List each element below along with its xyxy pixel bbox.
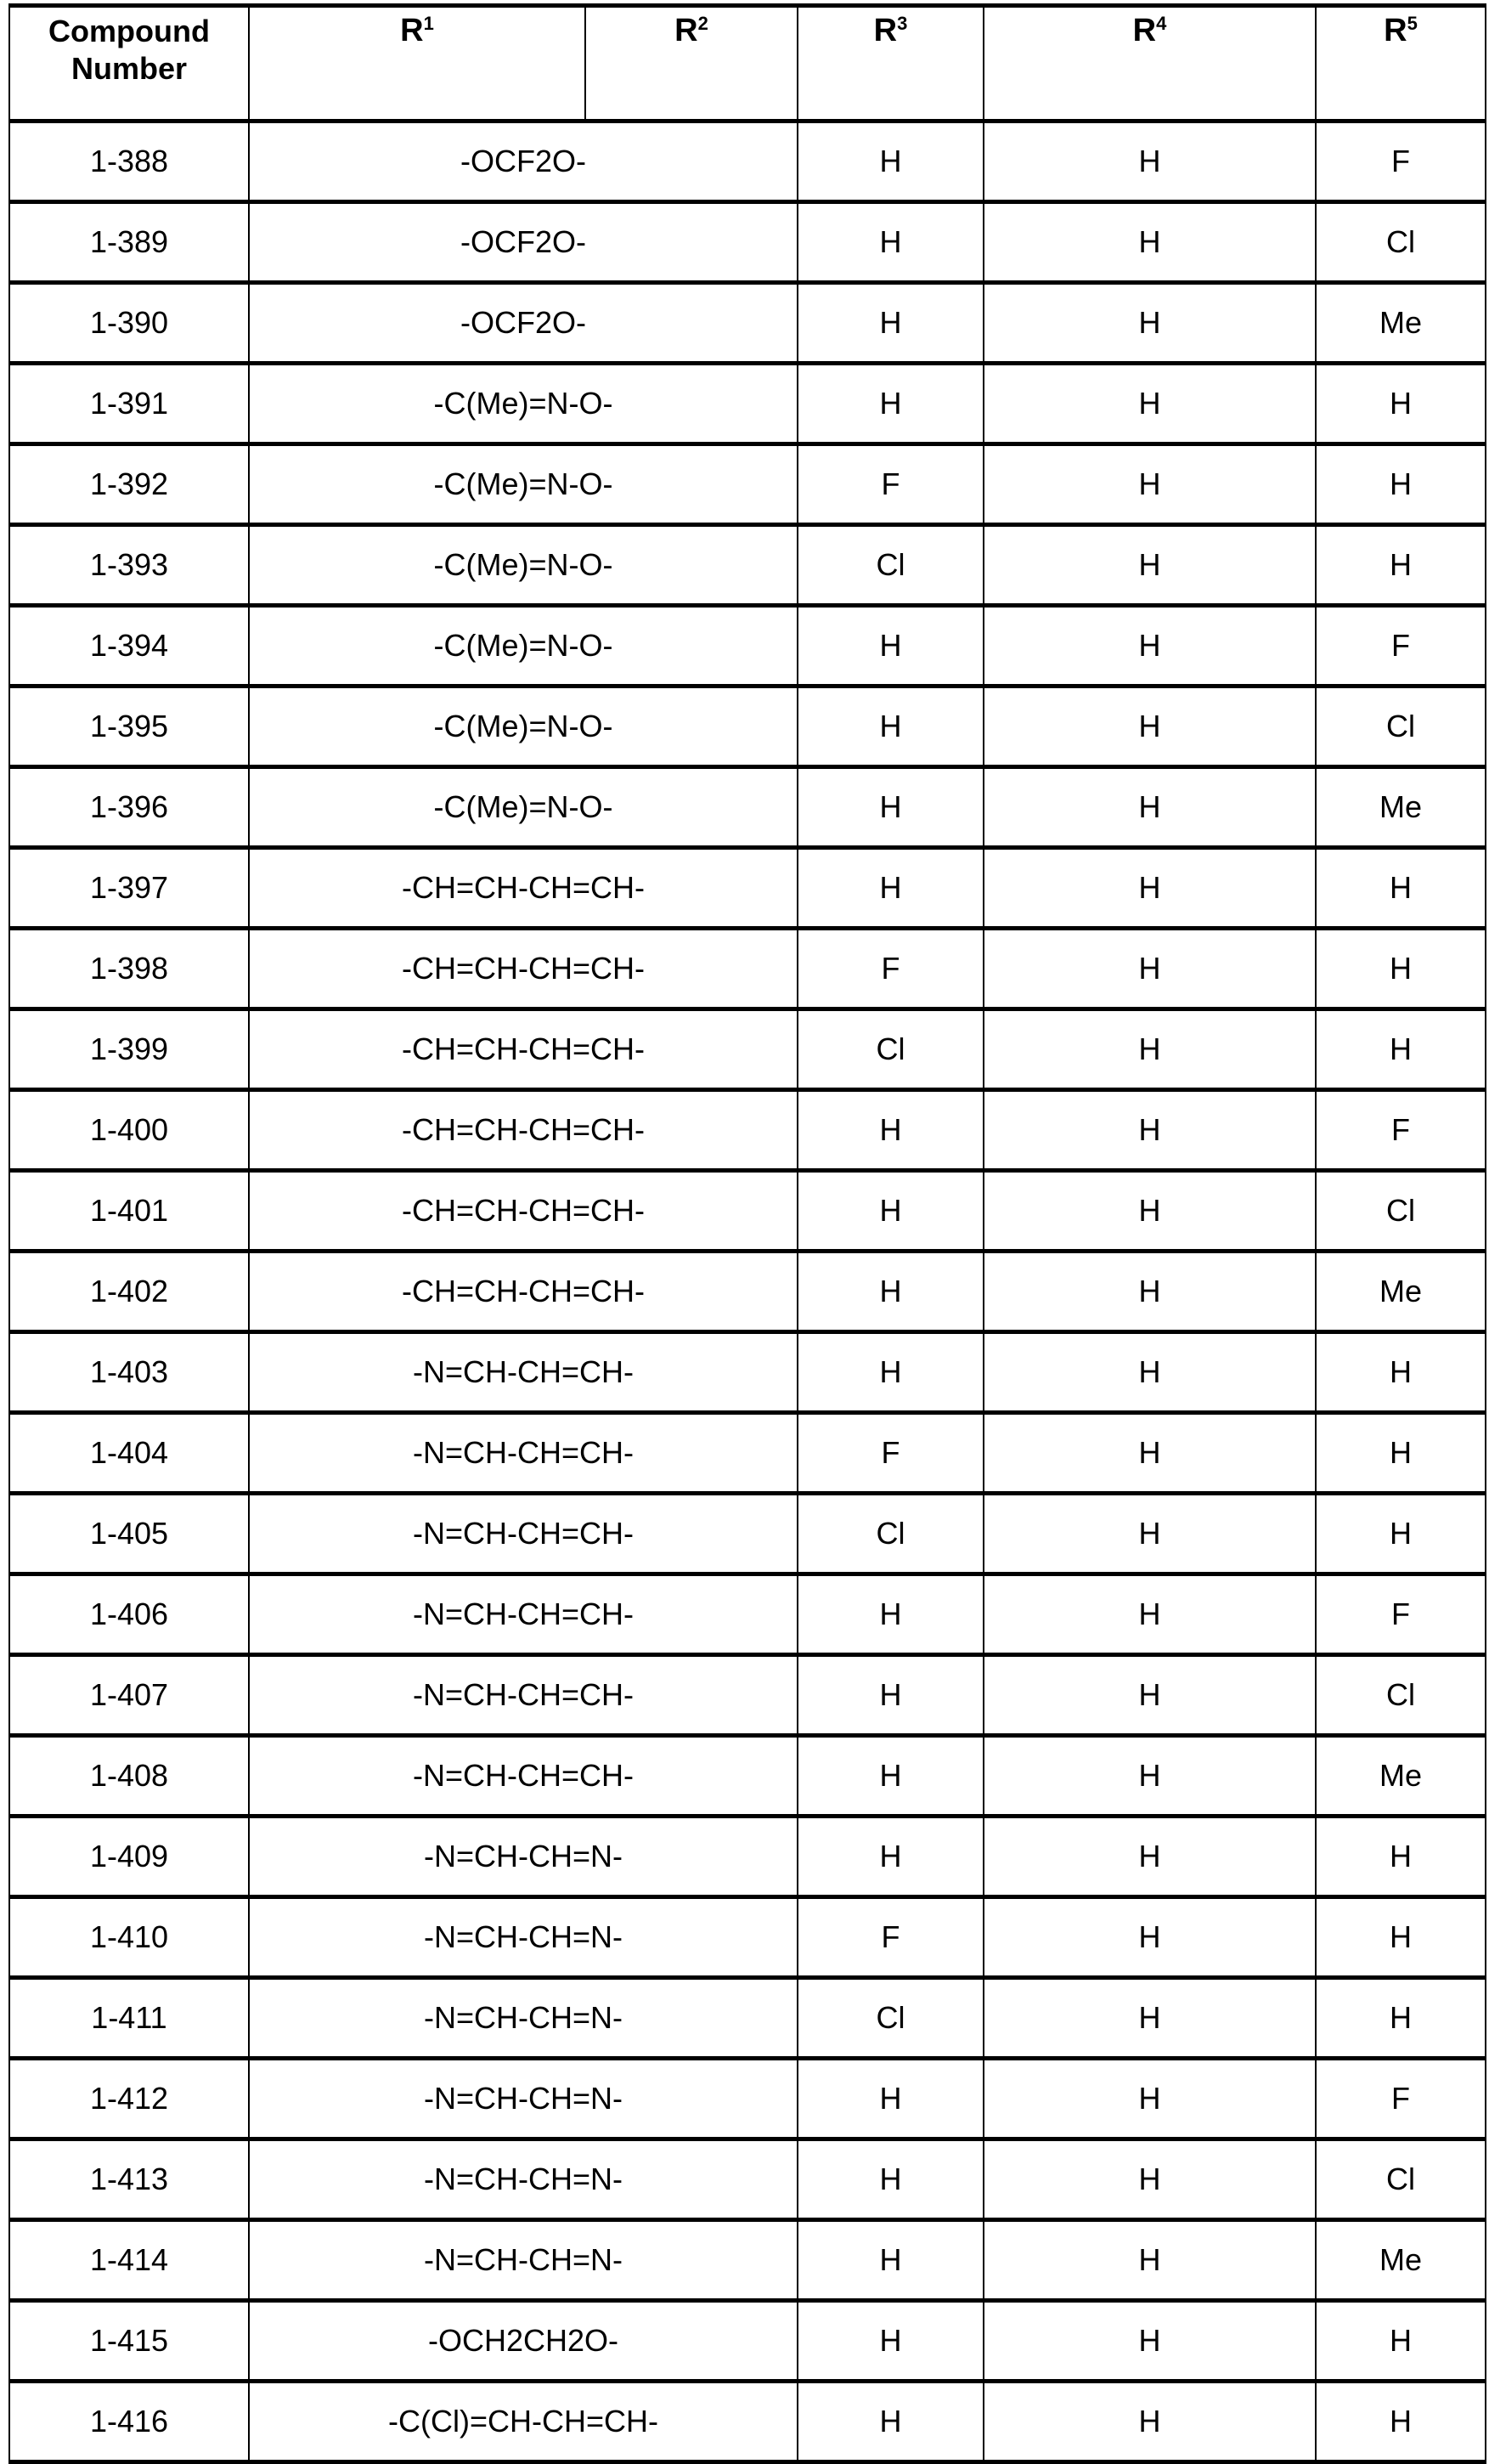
cell-compound-number: 1-400: [9, 1090, 249, 1171]
cell-r1-r2: -N=CH-CH=N-: [249, 1897, 798, 1978]
cell-r4: H: [984, 444, 1316, 525]
table-row: [9, 848, 1486, 929]
table-row: [9, 1574, 1486, 1655]
cell-r1-r2: -CH=CH-CH=CH-: [249, 1252, 798, 1332]
cell-r1-r2: -OCF2O-: [249, 202, 798, 283]
cell-r4: H: [984, 525, 1316, 606]
cell-r5: H: [1316, 2301, 1486, 2382]
table-row: [9, 1090, 1486, 1171]
cell-compound-number: 1-389: [9, 202, 249, 283]
cell-compound-number: 1-409: [9, 1817, 249, 1897]
cell-r5: H: [1316, 444, 1486, 525]
cell-r1-r2: -N=CH-CH=N-: [249, 2220, 798, 2301]
cell-r5: Cl: [1316, 687, 1486, 767]
cell-r1-r2: -C(Me)=N-O-: [249, 364, 798, 444]
cell-r5: H: [1316, 1332, 1486, 1413]
table-row: [9, 1171, 1486, 1252]
cell-r1-r2: -C(Me)=N-O-: [249, 687, 798, 767]
cell-compound-number: 1-406: [9, 1574, 249, 1655]
cell-r5: Me: [1316, 283, 1486, 364]
cell-r1-r2: -C(Me)=N-O-: [249, 525, 798, 606]
cell-r1-r2: -CH=CH-CH=CH-: [249, 1171, 798, 1252]
cell-compound-number: 1-402: [9, 1252, 249, 1332]
cell-r3: Cl: [798, 1494, 984, 1574]
cell-compound-number: 1-401: [9, 1171, 249, 1252]
cell-compound-number: 1-388: [9, 122, 249, 202]
table-row: [9, 1009, 1486, 1090]
cell-r3: F: [798, 1897, 984, 1978]
cell-r5: H: [1316, 1897, 1486, 1978]
cell-r1-r2: -CH=CH-CH=CH-: [249, 929, 798, 1009]
cell-r3: H: [798, 283, 984, 364]
cell-r1-r2: -N=CH-CH=N-: [249, 1978, 798, 2059]
cell-compound-number: 1-416: [9, 2382, 249, 2462]
cell-compound-number: 1-411: [9, 1978, 249, 2059]
cell-compound-number: 1-410: [9, 1897, 249, 1978]
cell-r4: H: [984, 1009, 1316, 1090]
table-row: [9, 1413, 1486, 1494]
cell-compound-number: 1-403: [9, 1332, 249, 1413]
cell-r5: H: [1316, 848, 1486, 929]
table-row: [9, 2382, 1486, 2462]
cell-compound-number: 1-407: [9, 1655, 249, 1736]
cell-r3: Cl: [798, 1978, 984, 2059]
header-compound-number: Compound Number: [9, 6, 249, 122]
table-row: [9, 2059, 1486, 2139]
table-row: [9, 1655, 1486, 1736]
cell-r3: H: [798, 1090, 984, 1171]
cell-r3: H: [798, 848, 984, 929]
cell-r1-r2: -N=CH-CH=CH-: [249, 1494, 798, 1574]
cell-r1-r2: -C(Me)=N-O-: [249, 606, 798, 687]
cell-r3: H: [798, 202, 984, 283]
cell-r5: Me: [1316, 1252, 1486, 1332]
cell-r4: H: [984, 2220, 1316, 2301]
cell-compound-number: 1-414: [9, 2220, 249, 2301]
cell-r4: H: [984, 283, 1316, 364]
cell-r3: Cl: [798, 1009, 984, 1090]
cell-r1-r2: -OCF2O-: [249, 283, 798, 364]
cell-compound-number: 1-394: [9, 606, 249, 687]
cell-r3: F: [798, 1413, 984, 1494]
cell-r1-r2: -N=CH-CH=N-: [249, 2059, 798, 2139]
cell-compound-number: 1-391: [9, 364, 249, 444]
table-row: [9, 606, 1486, 687]
cell-r4: H: [984, 1332, 1316, 1413]
cell-r4: H: [984, 1978, 1316, 2059]
cell-r4: H: [984, 606, 1316, 687]
cell-r4: H: [984, 2139, 1316, 2220]
header-r4: R4: [984, 6, 1316, 122]
cell-r5: Cl: [1316, 202, 1486, 283]
cell-r5: Me: [1316, 2220, 1486, 2301]
cell-r5: F: [1316, 122, 1486, 202]
cell-r3: H: [798, 122, 984, 202]
cell-r4: H: [984, 122, 1316, 202]
cell-r1-r2: -N=CH-CH=CH-: [249, 1413, 798, 1494]
cell-compound-number: 1-395: [9, 687, 249, 767]
cell-r1-r2: -OCF2O-: [249, 122, 798, 202]
cell-compound-number: 1-412: [9, 2059, 249, 2139]
cell-r5: Cl: [1316, 1655, 1486, 1736]
cell-r4: H: [984, 929, 1316, 1009]
table-row: [9, 1978, 1486, 2059]
cell-r5: H: [1316, 1009, 1486, 1090]
cell-r4: H: [984, 767, 1316, 848]
cell-r1-r2: -N=CH-CH=CH-: [249, 1736, 798, 1817]
cell-r1-r2: -C(Me)=N-O-: [249, 444, 798, 525]
cell-compound-number: 1-399: [9, 1009, 249, 1090]
cell-compound-number: 1-408: [9, 1736, 249, 1817]
cell-r1-r2: -CH=CH-CH=CH-: [249, 1090, 798, 1171]
table-row: [9, 283, 1486, 364]
cell-r3: H: [798, 687, 984, 767]
table-row: [9, 202, 1486, 283]
cell-r5: F: [1316, 606, 1486, 687]
cell-compound-number: 1-404: [9, 1413, 249, 1494]
table-row: [9, 1494, 1486, 1574]
cell-compound-number: 1-413: [9, 2139, 249, 2220]
cell-r1-r2: -N=CH-CH=N-: [249, 1817, 798, 1897]
cell-r5: F: [1316, 1090, 1486, 1171]
cell-r5: Me: [1316, 767, 1486, 848]
cell-r4: H: [984, 1413, 1316, 1494]
table-row: [9, 1332, 1486, 1413]
header-r3: R3: [798, 6, 984, 122]
cell-r3: H: [798, 606, 984, 687]
table-row: [9, 687, 1486, 767]
header-row: [9, 6, 1486, 122]
cell-compound-number: 1-415: [9, 2301, 249, 2382]
cell-r4: H: [984, 364, 1316, 444]
cell-r3: F: [798, 929, 984, 1009]
header-r2: R2: [585, 6, 798, 122]
cell-r1-r2: -N=CH-CH=CH-: [249, 1574, 798, 1655]
table-row: [9, 525, 1486, 606]
cell-compound-number: 1-392: [9, 444, 249, 525]
cell-compound-number: 1-393: [9, 525, 249, 606]
table-row: [9, 1817, 1486, 1897]
cell-r3: H: [798, 2382, 984, 2462]
table-row: [9, 767, 1486, 848]
cell-r3: H: [798, 767, 984, 848]
table-row: [9, 1736, 1486, 1817]
cell-r3: H: [798, 1332, 984, 1413]
cell-r1-r2: -OCH2CH2O-: [249, 2301, 798, 2382]
cell-r5: Me: [1316, 1736, 1486, 1817]
cell-r3: H: [798, 1736, 984, 1817]
cell-r5: H: [1316, 1494, 1486, 1574]
cell-r1-r2: -N=CH-CH=CH-: [249, 1655, 798, 1736]
cell-r5: H: [1316, 1413, 1486, 1494]
cell-r5: H: [1316, 1978, 1486, 2059]
cell-r3: F: [798, 444, 984, 525]
cell-r3: H: [798, 2220, 984, 2301]
cell-r1-r2: -N=CH-CH=N-: [249, 2139, 798, 2220]
cell-r4: H: [984, 1494, 1316, 1574]
table-row: [9, 2301, 1486, 2382]
cell-r4: H: [984, 202, 1316, 283]
cell-r5: H: [1316, 929, 1486, 1009]
cell-r4: H: [984, 2059, 1316, 2139]
cell-r3: Cl: [798, 525, 984, 606]
table-row: [9, 2139, 1486, 2220]
cell-r3: H: [798, 2139, 984, 2220]
cell-r5: H: [1316, 525, 1486, 606]
cell-r1-r2: -C(Me)=N-O-: [249, 767, 798, 848]
cell-r1-r2: -C(Cl)=CH-CH=CH-: [249, 2382, 798, 2462]
cell-r3: H: [798, 2301, 984, 2382]
cell-r4: H: [984, 1090, 1316, 1171]
header-r5: R5: [1316, 6, 1486, 122]
cell-r5: Cl: [1316, 1171, 1486, 1252]
cell-r3: H: [798, 1574, 984, 1655]
table-row: [9, 1897, 1486, 1978]
cell-r3: H: [798, 1252, 984, 1332]
cell-r4: H: [984, 1574, 1316, 1655]
cell-compound-number: 1-405: [9, 1494, 249, 1574]
cell-r5: H: [1316, 364, 1486, 444]
table-row: [9, 1252, 1486, 1332]
cell-r1-r2: -CH=CH-CH=CH-: [249, 848, 798, 929]
cell-r5: F: [1316, 1574, 1486, 1655]
cell-r4: H: [984, 1897, 1316, 1978]
cell-compound-number: 1-396: [9, 767, 249, 848]
cell-r3: H: [798, 1655, 984, 1736]
cell-r3: H: [798, 364, 984, 444]
cell-r3: H: [798, 2059, 984, 2139]
cell-r4: H: [984, 848, 1316, 929]
table-row: [9, 122, 1486, 202]
cell-r1-r2: -N=CH-CH=CH-: [249, 1332, 798, 1413]
cell-r4: H: [984, 1171, 1316, 1252]
cell-compound-number: 1-390: [9, 283, 249, 364]
cell-r5: Cl: [1316, 2139, 1486, 2220]
table-row: [9, 364, 1486, 444]
cell-compound-number: 1-397: [9, 848, 249, 929]
cell-r4: H: [984, 1252, 1316, 1332]
table-row: [9, 444, 1486, 525]
table-row: [9, 929, 1486, 1009]
cell-r3: H: [798, 1171, 984, 1252]
compound-table: [8, 3, 1486, 2464]
cell-r4: H: [984, 1736, 1316, 1817]
cell-r3: H: [798, 1817, 984, 1897]
cell-r4: H: [984, 1655, 1316, 1736]
cell-r1-r2: -CH=CH-CH=CH-: [249, 1009, 798, 1090]
cell-r4: H: [984, 1817, 1316, 1897]
cell-compound-number: 1-398: [9, 929, 249, 1009]
cell-r4: H: [984, 687, 1316, 767]
header-r1: R1: [249, 6, 585, 122]
cell-r4: H: [984, 2301, 1316, 2382]
cell-r5: F: [1316, 2059, 1486, 2139]
cell-r5: H: [1316, 2382, 1486, 2462]
table-row: [9, 2220, 1486, 2301]
cell-r4: H: [984, 2382, 1316, 2462]
cell-r5: H: [1316, 1817, 1486, 1897]
